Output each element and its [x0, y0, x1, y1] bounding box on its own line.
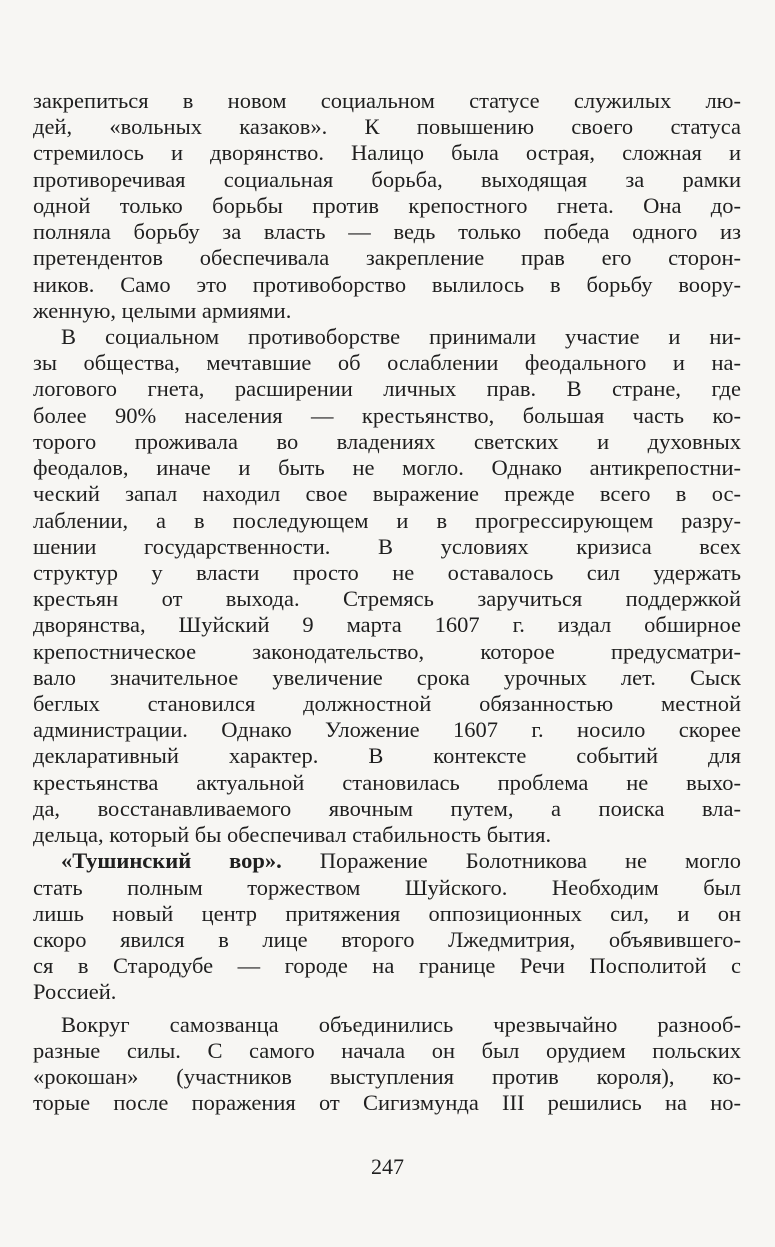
text-line: крестьян от выхода. Стремясь заручиться поддержкой: [33, 586, 741, 612]
text-line: дельца, который бы обеспечивал стабильность бытия.: [33, 822, 552, 848]
text-line: закрепиться в новом социальном статусе служилых лю-: [33, 88, 741, 113]
text-line: крестьянства актуальной становилась проблема не выхо-: [33, 769, 741, 795]
text-line: дей, «вольных казаков». К повышению своего статуса: [33, 114, 741, 140]
text-line: дворянства, Шуйский 9 марта 1607 г. издал обширное: [33, 612, 741, 638]
paragraph-3: [33, 848, 741, 1005]
text-line: стремилось и дворянство. Налицо была острая, сложная и: [33, 140, 741, 166]
text-line: Вокруг самозванца объединились чрезвычайно разнооб-: [61, 1011, 741, 1037]
text-line: вало значительное увеличение срока урочных лет. Сыск: [33, 664, 741, 690]
text-line: претендентов обеспечивала закрепление прав его сторон-: [33, 245, 741, 271]
text-line: логового гнета, расширении личных прав. В стране, где: [33, 376, 741, 402]
text-line: лишь новый центр притяжения оппозиционных сил, и он: [33, 900, 741, 926]
text-run: Поражение Болотникова не могло: [281, 848, 741, 874]
text-line: да, восстанавливаемого явочным путем, а поиска вла-: [33, 795, 741, 821]
text-line: стать полным торжеством Шуйского. Необходим был: [33, 874, 741, 900]
text-line: феодалов, иначе и быть не могло. Однако антикрепостни-: [33, 455, 741, 481]
paragraph-4: [33, 1012, 741, 1117]
text-line: торые после поражения от Сигизмунда III решились на но-: [33, 1090, 741, 1116]
text-line: ся в Стародубе — городе на границе Речи Посполитой с: [33, 953, 741, 979]
paragraph-2: [33, 324, 741, 848]
text-line: противоречивая социальная борьба, выходящая за рамки: [33, 166, 741, 192]
text-line: лаблении, а в последующем и в прогрессирующем разру-: [33, 507, 741, 533]
text-line: женную, целыми армиями.: [33, 297, 292, 323]
text-line: беглых становился должностной обязанностью местной: [33, 691, 741, 717]
text-line: администрации. Однако Уложение 1607 г. носило скорее: [33, 717, 741, 743]
text-line: В социальном противоборстве принимали участие и ни-: [61, 323, 741, 349]
text-line: зы общества, мечтавшие об ослаблении феодального и на-: [33, 350, 741, 376]
text-line: одной только борьбы против крепостного гнета. Она до-: [33, 192, 741, 218]
text-line: полняла борьбу за власть — ведь только победа одного из: [33, 219, 741, 245]
text-line: «рокошан» (участников выступления против короля), ко-: [33, 1064, 741, 1090]
text-line: декларативный характер. В контексте событий для: [33, 743, 741, 769]
text-line: структур у власти просто не оставалось сил удержать: [33, 559, 741, 585]
page-number: 247: [371, 1154, 404, 1179]
text-line: [33, 848, 741, 874]
text-line: ников. Само это противоборство вылилось в борьбу воору-: [33, 271, 741, 297]
text-line: ческий запал находил свое выражение прежде всего в ос-: [33, 481, 741, 507]
page-body: [33, 88, 741, 1117]
text-line: более 90% населения — крестьянство, большая часть ко-: [33, 402, 741, 428]
text-line: шении государственности. В условиях кризиса всех: [33, 533, 741, 559]
text-line: торого проживала во владениях светских и духовных: [33, 428, 741, 454]
text-line: разные силы. С самого начала он был орудием польских: [33, 1037, 741, 1063]
paragraph-1: [33, 88, 741, 324]
section-heading: «Тушинский вор».: [61, 848, 282, 874]
text-line: крепостническое законодательство, которое предусматри-: [33, 638, 741, 664]
text-line: Россией.: [33, 979, 117, 1005]
text-line: скоро явился в лице второго Лжедмитрия, объявившего-: [33, 927, 741, 952]
